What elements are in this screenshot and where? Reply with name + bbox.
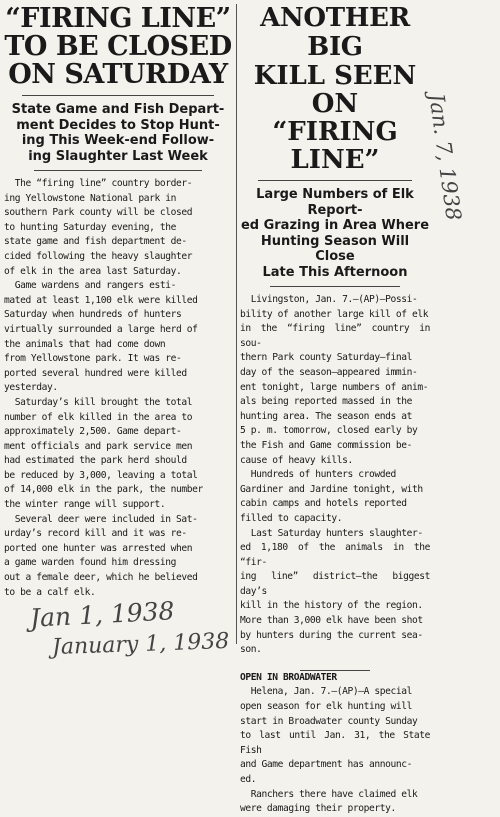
right-paragraph: Last Saturday hunters slaughter- ed 1,180 of the animals in the “fir- ing line” district—the biggest day’s kill in the history of the region. More than 3,000 elk have been shot by hunters during the current sea- son.	[240, 527, 430, 656]
right-headline-line-1: ANOTHER BIG	[260, 3, 410, 62]
left-headline-line-3: ON SATURDAY	[8, 59, 228, 90]
right-article-body	[240, 293, 430, 817]
left-headline-line-2: TO BE CLOSED	[4, 31, 232, 62]
left-paragraph: Saturday’s kill brought the total number of elk killed in the area to approximately 2,500. Game depart- ment officials and park service men had estimated the park herd should be reduced by 3,000, leaving a total of 14,000 elk in the park, the number the winter range will support.	[4, 396, 203, 511]
right-deck-line-3: Hunting Season Will Close	[260, 233, 410, 264]
left-clipping	[4, 4, 232, 600]
left-deck-line-2: ment Decides to Stop Hunt-	[16, 117, 220, 133]
right-sub-paragraph: Ranchers there have claimed elk were damaging their property.	[240, 788, 418, 815]
left-paragraph: The “firing line” country border- ing Yellowstone National park in southern Park county will be closed to hunting Saturday evening, the state game and fish department de- cided following the heavy slaughter of elk in the area last Saturday.	[4, 178, 193, 277]
handwritten-date-2: January 1, 1938	[51, 628, 230, 661]
left-deck-line-4: ing Slaughter Last Week	[28, 148, 208, 164]
right-deck-line-4: Late This Afternoon	[262, 264, 408, 280]
right-subhead: OPEN IN BROADWATER	[240, 671, 337, 683]
left-deck-line-3: ing This Week-end Follow-	[21, 133, 215, 148]
left-deck-rule	[34, 170, 202, 171]
left-paragraph: Several deer were included in Sat- urday’s record kill and it was re- ported one hunter was arrested when a game warden found him dressing out a female deer, which he believed to be a calf elk.	[4, 513, 198, 598]
left-deck-line-1: State Game and Fish Depart-	[11, 102, 225, 117]
left-paragraph: Game wardens and rangers esti- mated at least 1,100 elk were killed Saturday when hundreds of hunters virtually surrounded a large herd of the animals that had come down from Yellowstone park. It was re- ported several hundred were killed yesterday.	[4, 280, 198, 394]
right-paragraph: Hundreds of hunters crowded Gardiner and Jardine tonight, with cabin camps and hotels reported filled to capacity.	[240, 469, 423, 524]
right-deck-line-1: Large Numbers of Elk Report-	[256, 187, 414, 218]
handwritten-date-margin: Jan. 7, 1938	[424, 92, 466, 223]
left-headline-line-1: “FIRING LINE”	[5, 3, 231, 34]
right-headline-line-2: KILL SEEN ON	[253, 61, 417, 119]
right-headline-rule	[258, 180, 412, 181]
handwritten-date-1: Jan 1, 1938	[29, 596, 176, 633]
right-clipping	[240, 4, 430, 817]
left-headline-rule	[22, 95, 214, 96]
right-sub-paragraph: Helena, Jan. 7.—(AP)—A special open season for elk hunting will start in Broadwater county Sunday to last until Jan. 31, the State Fish and Game department has announc- ed.	[240, 686, 430, 785]
right-paragraph: Livingston, Jan. 7.—(AP)—Possi- bility of another large kill of elk in the “firing line” country in sou- thern Park county Saturday—final day of the season—appeared immin- ent tonight, large numbers of anim- als being reported massed in the hunting area. The season ends at 5 p. m. tomorrow, closed early by the Fish and Game commission be- cause of heavy kills.	[240, 294, 430, 466]
column-divider	[236, 4, 237, 644]
left-article-body	[4, 177, 232, 600]
right-headline-line-3: “FIRING LINE”	[272, 117, 398, 175]
right-deck-rule	[270, 286, 400, 287]
right-deck-line-2: ed Grazing in Area Where	[240, 218, 430, 233]
